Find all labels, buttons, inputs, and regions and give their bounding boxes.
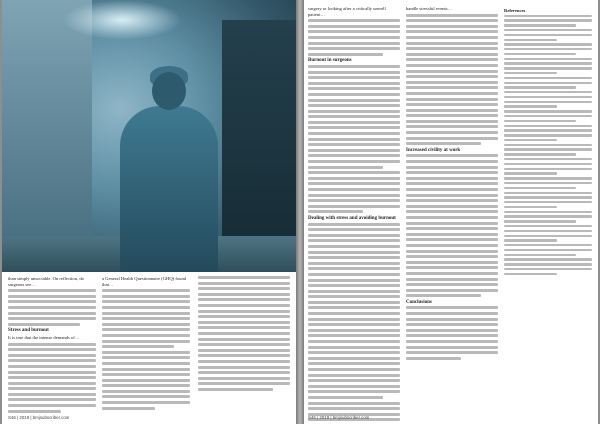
right-page [304,0,598,424]
left-page-footer: S46 | 2019 | bmjsubscriber.com [8,415,70,420]
col1-intro: than simply unsociable. On reflection, do surgeons see… [8,276,84,287]
left-column-3-lower [198,276,290,393]
right-page-footer: S46 | 2019 | bmjsubscriber.com [308,415,370,420]
surgeon-photo [2,0,296,272]
heading-conclusions: Conclusions [406,299,432,305]
right-col2-intro: handle stressful events… [406,6,453,11]
heading-references: References [504,8,526,13]
heading-dealing-with-stress: Dealing with stress and avoiding burnout [308,215,396,221]
heading-burnout-in-surgeons: Burnout in surgeons [308,58,352,64]
heading-stress-burnout: Stress and burnout [8,328,49,334]
heading-increased-civility: Increased civility at work [406,147,461,153]
right-column-2 [406,6,498,362]
left-page [2,0,296,424]
right-column-1 [308,6,400,424]
left-column-2 [102,276,190,412]
col1-intro2: It is true that the intense demands of… [8,334,80,340]
col2-intro: a General Health Questionnaire (GHQ) found that… [102,276,187,287]
page-gutter [296,0,304,424]
references-column [504,6,592,278]
left-column-1 [8,276,96,415]
right-col1-intro: surgery or looking after a critically unwell patient… [308,6,386,17]
